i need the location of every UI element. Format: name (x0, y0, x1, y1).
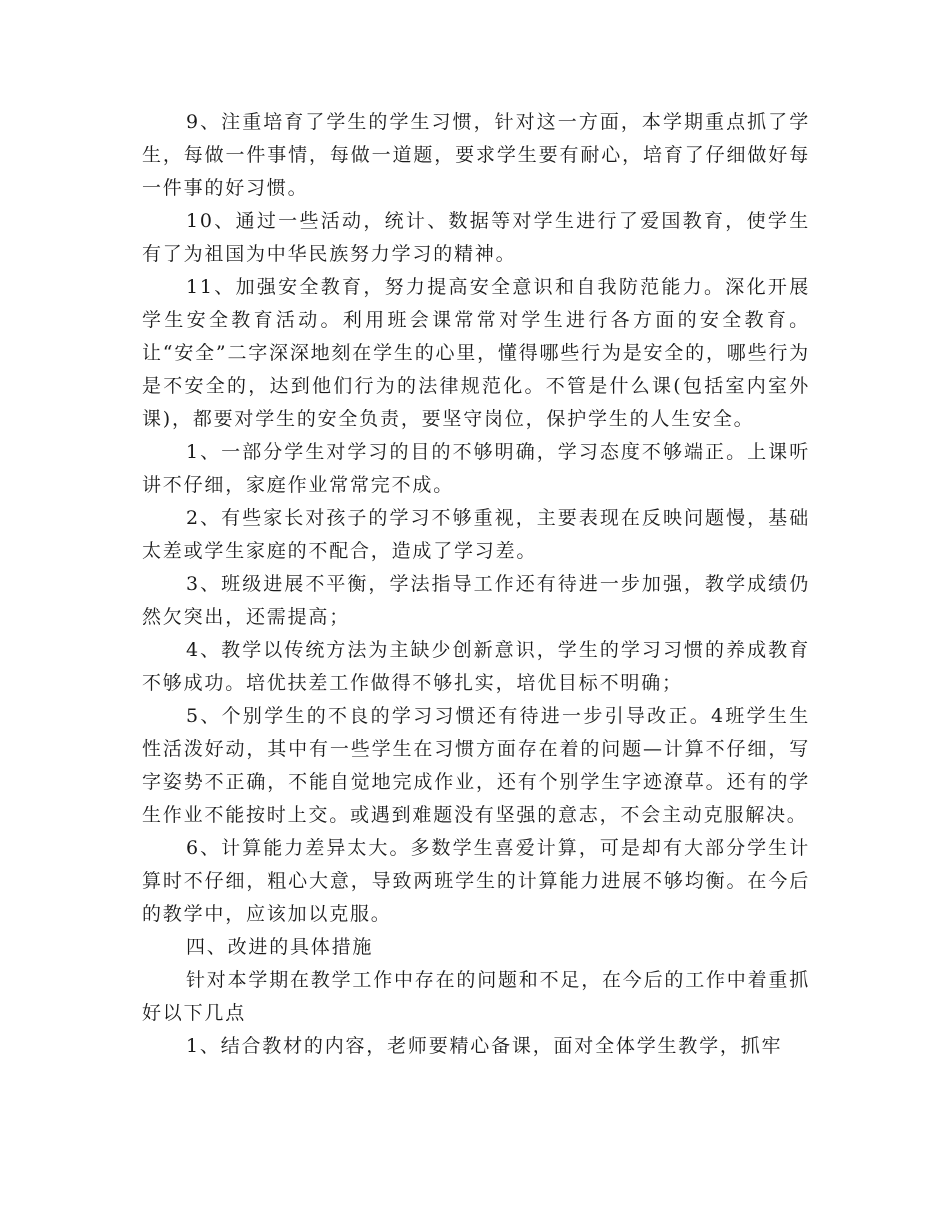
paragraph-problem-6: 6、计算能力差异太大。多数学生喜爱计算，可是却有大部分学生计算时不仔细，粗心大意，导致两班学生的计算能力进展不够均衡。在今后的教学中，应该加以克服。 (142, 837, 810, 925)
paragraph-problem-2: 2、有些家长对孩子的学习不够重视，主要表现在反映问题慢，基础太差或学生家庭的不配合，造成了学习差。 (142, 507, 810, 562)
document-body (142, 106, 810, 1063)
paragraph-problem-4: 4、教学以传统方法为主缺少创新意识，学生的学习习惯的养成教育不够成功。培优扶差工作做得不够扎实，培优目标不明确； (142, 639, 810, 694)
paragraph-problem-1: 1、一部分学生对学习的目的不够明确，学习态度不够端正。上课听讲不仔细，家庭作业常常完不成。 (142, 441, 810, 496)
paragraph-measure-1: 1、结合教材的内容，老师要精心备课，面对全体学生教学，抓牢 (186, 1035, 783, 1057)
section-heading-improvement-measures: 四、改进的具体措施 (186, 936, 374, 958)
paragraph-improvement-intro: 针对本学期在教学工作中存在的问题和不足，在今后的工作中着重抓好以下几点 (142, 969, 811, 1024)
paragraph-11-safety-education: 11、加强安全教育，努力提高安全意识和自我防范能力。深化开展学生安全教育活动。利用班会课常常对学生进行各方面的安全教育。让“安全”二字深深地刻在学生的心里，懂得哪些行为是安全的，哪些行为是不安全的，达到他们行为的法律规范化。不管是什么课(包括室内室外课)，都要对学生的安全负责，要坚守岗位，保护学生的人生安全。 (142, 276, 810, 430)
paragraph-problem-5: 5、个别学生的不良的学习习惯还有待进一步引导改正。4班学生生性活泼好动，其中有一些学生在习惯方面存在着的问题—计算不仔细，写字姿势不正确，不能自觉地完成作业，还有个别学生字迹潦草。还有的学生作业不能按时上交。或遇到难题没有坚强的意志，不会主动克服解决。 (142, 705, 810, 826)
paragraph-problem-3: 3、班级进展不平衡，学法指导工作还有待进一步加强，教学成绩仍然欠突出，还需提高； (142, 573, 810, 628)
paragraph-10-patriotic-education: 10、通过一些活动，统计、数据等对学生进行了爱国教育，使学生有了为祖国为中华民族努力学习的精神。 (142, 210, 810, 265)
paragraph-9-study-habits: 9、注重培育了学生的学生习惯，针对这一方面，本学期重点抓了学生，每做一件事情，每做一道题，要求学生要有耐心，培育了仔细做好每一件事的好习惯。 (142, 111, 810, 199)
